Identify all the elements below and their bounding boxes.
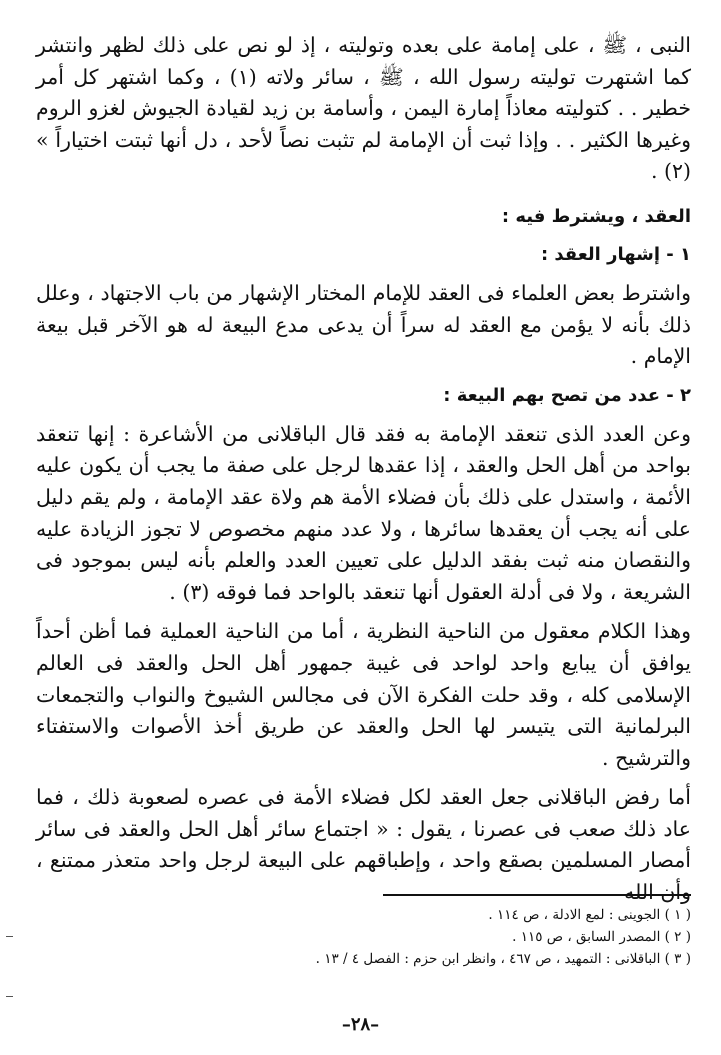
page-body: [36, 30, 691, 909]
heading-contract-publicity: ١ - إشهار العقد :: [540, 243, 691, 265]
scan-edge-mark: [6, 936, 13, 937]
footnotes: [36, 904, 691, 970]
paragraph-4: وهذا الكلام معقول من الناحية النظرية ، أما من الناحية العملية فما أظن أحداً يوافق أن يبايع واحد لواحد فى غيبة جمهور أهل الحل والعقد فى العالم الإسلامى كله ، وقد حلت الفكرة الآن فى مجالس الشيوخ والنواب والتجمعات البرلمانية التى يتيسر لها الحل والعقد عن طريق أخذ الأصوات والاستفتاء والترشيح .: [36, 619, 691, 770]
footnote-2: ( ٢ ) المصدر السابق ، ص ١١٥ .: [512, 929, 691, 945]
footnote-3: ( ٣ ) الباقلانى : التمهيد ، ص ٤٦٧ ، وانظر ابن حزم : الفصل ٤ / ١٣ .: [315, 951, 691, 967]
scan-edge-mark: [6, 996, 13, 997]
heading-contract-conditions: العقد ، ويشترط فيه :: [501, 205, 691, 227]
paragraph-5: أما رفض الباقلانى جعل العقد لكل فضلاء الأمة فى عصره لصعوبة ذلك ، فما عاد ذلك صعب فى عصرنا ، يقول : « اجتماع سائر أهل الحل والعقد فى سائر أمصار المسلمين بصقع واحد ، وإطباقهم على البيعة لرجل واحد متعذر ممتنع ، وأن الله: [36, 785, 691, 905]
footnote-1: ( ١ ) الجوينى : لمع الادلة ، ص ١١٤ .: [488, 907, 691, 923]
footnote-separator: [383, 894, 691, 896]
heading-allegiance-count: ٢ - عدد من تصح بهم البيعة :: [443, 384, 691, 406]
paragraph-2: واشترط بعض العلماء فى العقد للإمام المختار الإشهار من باب الاجتهاد ، وعلل ذلك بأنه لا يؤمن مع العقد له سراً أن يدعى مدع البيعة له هو الآخر قبل بيعة الإمام .: [36, 280, 691, 369]
page-number: –٢٨–: [341, 1014, 380, 1035]
paragraph-1: النبى ، ﷺ ، على إمامة على بعده وتوليته ، إذ لو نص على ذلك لظهر وانتشر كما اشتهرت توليته رسول الله ، ﷺ ، سائر ولاته (١) ، وكما اشتهر كل أمر خطير . . كتوليته معاذاً إمارة اليمن ، وأسامة بن زيد لقيادة الجيوش لغزو الروم وغيرها الكثير . . وإذا ثبت أن الإمامة لم تثبت نصاً لأحد ، دل أنها ثبتت اختياراً » (٢) .: [36, 33, 692, 184]
paragraph-3: وعن العدد الذى تنعقد الإمامة به فقد قال الباقلانى من الأشاعرة : إنها تنعقد بواحد من أهل الحل والعقد ، إذا عقدها لرجل على صفة ما يجب أن يكون عليه الأئمة ، واستدل على ذلك بأن فضلاء الأمة هم ولاة عقد الإمامة ، ولم يقم دليل على أنه يجب أن يعقدها سائرها ، ولا عدد منهم مخصوص لا تجوز الزيادة عليه والنقصان منه ثبت بفقد الدليل على تعيين العدد والعلم بأنه ليس بموجود فى الشريعة ، ولا فى أدلة العقول أنها تنعقد بالواحد فما فوقه (٣) .: [36, 421, 691, 604]
